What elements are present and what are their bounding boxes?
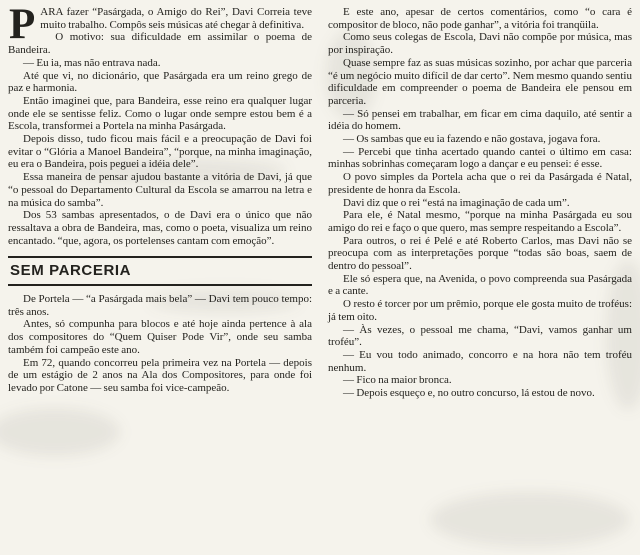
lead-text: ARA fazer “Pasárgada, o Amigo do Rei”, Davi Correia teve muito trabalho. Compôs seis músicas até chegar à definitiva. [40,6,312,31]
paragraph: — Só pensei em trabalhar, em ficar em cima daquilo, até sentir a idéia do homem. [328,107,632,133]
paragraph: — Eu ia, mas não entrava nada. [23,56,161,69]
article-columns [8,1,632,400]
divider-top [8,256,312,258]
paragraph: Depois disso, tudo ficou mais fácil e a preocupação de Davi foi evitar o “Glória a Manoel Bandeira”, “porque, na minha imaginação, eu era o Bandeira, pois peguei a idéia dele”. [8,133,312,171]
divider-bottom [8,284,312,286]
paragraph: Antes, só compunha para blocos e até hoje ainda pertence à ala dos compositores do “Quem Quiser Pode Vir”, onde seu samba também foi campeão este ano. [8,318,312,356]
drop-cap: P [9,1,36,48]
paragraph: Então imaginei que, para Bandeira, esse reino era qualquer lugar onde ele se sentisse feliz. Como o lugar onde sempre estou bem é a Escola, transformei a Portela na minha Pasárgada. [8,94,312,133]
paragraph: Dos 53 sambas apresentados, o de Davi era o único que não ressaltava a obra de Bandeira, mas, como o poeta, visualiza um reino encantado. “que, agora, os portelenses cantam com emoção”. [8,209,312,247]
section-paragraph-group [8,293,312,395]
paragraph: Como seus colegas de Escola, Davi não compõe por música, mas por inspiração. [328,31,632,57]
paragraph: — Os sambas que eu ia fazendo e não gostava, jogava fora. [343,133,601,146]
paragraph: De Portela — “a Pasárgada mais bela” — Davi tem pouco tempo: três anos. [8,293,312,318]
right-column [328,6,632,400]
right-paragraph-group [328,6,632,400]
paragraph: — Às vezes, o pessoal me chama, “Davi, vamos ganhar um troféu”. [328,323,632,349]
paragraph: Essa maneira de pensar ajudou bastante a vitória de Davi, já que “o pessoal do Departamento Cultural da Escola se amarrou na letra e na música do samba”. [8,171,312,209]
paragraph: Em 72, quando concorreu pela primeira vez na Portela — depois de um estágio de 2 anos na Ala dos Compositores, para onde foi levado por Catone — seu samba foi vice-campeão. [8,356,312,394]
paragraph: Quase sempre faz as suas músicas sozinho, por achar que parceria “é um negócio muito difícil de dar certo”. Nem mesmo quando sentiu dificuldade em compreender o poema de Bandeira ele pensou em parceria. [328,56,632,107]
paragraph: — Fico na maior bronca. [343,374,452,387]
section-title: SEM PARCERIA [10,262,132,280]
paragraph: E este ano, apesar de certos comentários, como “o cara é compositor de bloco, não pode ganhar”, a vitória foi tranqüila. [328,6,632,31]
paragraph: Davi diz que o rei “está na imaginação de cada um”. [343,196,570,209]
scan-artifact [430,492,630,547]
paragraph: Até que vi, no dicionário, que Pasárgada era um reino grego de paz e harmonia. [8,69,312,95]
paragraph: Para ele, é Natal mesmo, “porque na minha Pasárgada eu sou amigo do rei e faço o que quero, mas sempre respeitando a Escola”. [328,209,632,234]
section-header [8,256,312,286]
paragraph: — Depois esqueço e, no outro concurso, lá estou de novo. [343,387,595,400]
paragraph: O resto é torcer por um prêmio, porque ele gosta muito de troféus: já tem oito. [328,298,632,323]
paragraph: — Percebi que tinha acertado quando cantei o último em casa: minhas sobrinhas começaram logo a dançar e eu pensei: é esse. [328,145,632,171]
paragraph: O povo simples da Portela acha que o rei da Pasárgada é Natal, presidente de honra da Escola. [328,171,632,196]
paragraph: Ele só espera que, na Avenida, o povo compreenda sua Pasárgada e a cante. [328,272,632,298]
paragraph: Para outros, o rei é Pelé e até Roberto Carlos, mas Davi não se preocupa com as interpretações porque “todas são boas, saem de dentro do pessoal”. [328,234,632,273]
paragraph: O motivo: sua dificuldade em assimilar o poema de Bandeira. [8,31,312,57]
scan-artifact [0,408,120,456]
left-column [8,1,312,400]
paragraph: — Eu vou todo animado, concorro e na hora não tem troféu nenhum. [328,348,632,374]
left-paragraph-group [8,31,312,247]
